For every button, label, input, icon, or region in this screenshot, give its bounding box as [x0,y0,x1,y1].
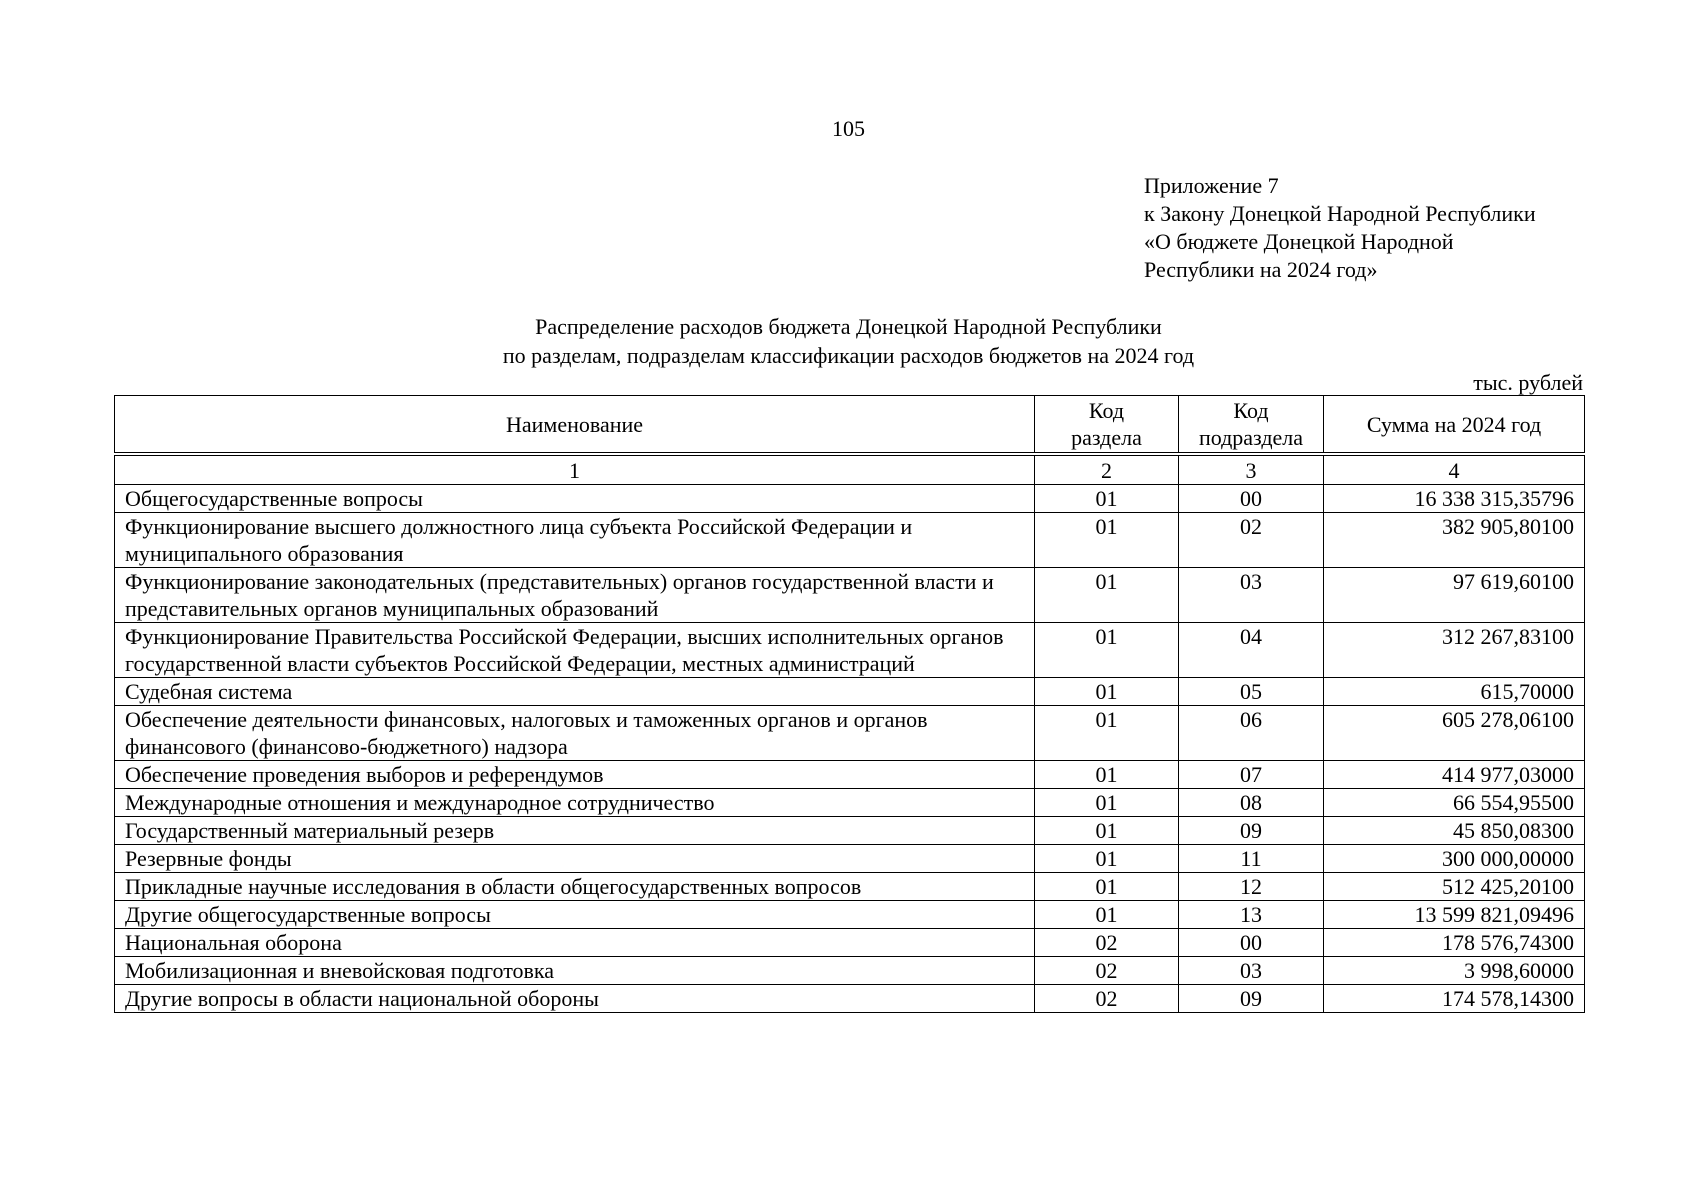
cell-sum: 174 578,14300 [1324,985,1585,1013]
cell-section-code: 01 [1035,845,1179,873]
cell-name: Резервные фонды [115,845,1035,873]
header-subsection-code-line: Код [1233,398,1269,423]
document-title [0,312,1697,370]
table-row [115,568,1585,623]
cell-sum: 615,70000 [1324,678,1585,706]
cell-section-code: 01 [1035,485,1179,513]
units-label: тыс. рублей [1473,370,1583,395]
appendix-line: Приложение 7 [1144,173,1279,198]
cell-section-code: 02 [1035,957,1179,985]
cell-name: Функционирование законодательных (представительных) органов государственной власти и представительных органов муниципальных образований [115,568,1035,623]
table-row [115,623,1585,678]
cell-subsection-code: 11 [1179,845,1324,873]
cell-subsection-code: 03 [1179,957,1324,985]
cell-subsection-code: 04 [1179,623,1324,678]
cell-subsection-code: 12 [1179,873,1324,901]
table-row [115,957,1585,985]
cell-name: Международные отношения и международное сотрудничество [115,789,1035,817]
cell-name: Судебная система [115,678,1035,706]
table-row [115,706,1585,761]
table-row [115,817,1585,845]
cell-name: Прикладные научные исследования в области общегосударственных вопросов [115,873,1035,901]
cell-sum: 382 905,80100 [1324,513,1585,568]
budget-table [114,395,1585,1013]
cell-name: Обеспечение деятельности финансовых, налоговых и таможенных органов и органов финансового (финансово-бюджетного) надзора [115,706,1035,761]
cell-section-code: 01 [1035,623,1179,678]
cell-sum: 66 554,95500 [1324,789,1585,817]
cell-subsection-code: 00 [1179,485,1324,513]
header-subsection-code [1179,396,1324,453]
table-row [115,678,1585,706]
header-name: Наименование [115,396,1035,453]
cell-subsection-code: 02 [1179,513,1324,568]
column-number-row [115,456,1585,485]
cell-sum: 3 998,60000 [1324,957,1585,985]
header-sum: Сумма на 2024 год [1324,396,1585,453]
cell-section-code: 01 [1035,706,1179,761]
header-subsection-code-line: подраздела [1198,425,1304,450]
cell-name: Государственный материальный резерв [115,817,1035,845]
cell-name: Общегосударственные вопросы [115,485,1035,513]
cell-subsection-code: 06 [1179,706,1324,761]
table-row [115,513,1585,568]
cell-section-code: 01 [1035,678,1179,706]
title-line: по разделам, подразделам классификации расходов бюджетов на 2024 год [502,343,1195,368]
cell-subsection-code: 09 [1179,985,1324,1013]
cell-name: Другие общегосударственные вопросы [115,901,1035,929]
cell-section-code: 01 [1035,817,1179,845]
cell-subsection-code: 03 [1179,568,1324,623]
cell-sum: 178 576,74300 [1324,929,1585,957]
cell-name: Мобилизационная и вневойсковая подготовка [115,957,1035,985]
cell-name: Функционирование Правительства Российской Федерации, высших исполнительных органов государственной власти субъектов Российской Федерации, местных администраций [115,623,1035,678]
cell-sum: 414 977,03000 [1324,761,1585,789]
table-row [115,485,1585,513]
table-header-row [115,396,1585,453]
cell-name: Функционирование высшего должностного лица субъекта Российской Федерации и муниципального образования [115,513,1035,568]
table-row [115,901,1585,929]
table-row [115,929,1585,957]
column-number: 2 [1035,456,1179,485]
cell-sum: 512 425,20100 [1324,873,1585,901]
header-section-code-line: раздела [1071,425,1142,450]
cell-name: Другие вопросы в области национальной обороны [115,985,1035,1013]
cell-sum: 300 000,00000 [1324,845,1585,873]
cell-section-code: 01 [1035,761,1179,789]
cell-sum: 13 599 821,09496 [1324,901,1585,929]
appendix-line: «О бюджете Донецкой Народной [1144,229,1454,254]
cell-subsection-code: 07 [1179,761,1324,789]
title-line: Распределение расходов бюджета Донецкой Народной Республики [535,314,1162,339]
cell-sum: 16 338 315,35796 [1324,485,1585,513]
cell-subsection-code: 05 [1179,678,1324,706]
cell-section-code: 01 [1035,901,1179,929]
cell-section-code: 02 [1035,929,1179,957]
header-section-code [1035,396,1179,453]
cell-subsection-code: 09 [1179,817,1324,845]
header-section-code-line: Код [1088,398,1125,423]
cell-sum: 97 619,60100 [1324,568,1585,623]
cell-subsection-code: 13 [1179,901,1324,929]
column-number: 4 [1324,456,1585,485]
table-row [115,985,1585,1013]
table-row [115,789,1585,817]
page-number: 105 [832,116,865,141]
cell-subsection-code: 00 [1179,929,1324,957]
cell-name: Обеспечение проведения выборов и референдумов [115,761,1035,789]
cell-sum: 45 850,08300 [1324,817,1585,845]
cell-sum: 312 267,83100 [1324,623,1585,678]
cell-sum: 605 278,06100 [1324,706,1585,761]
cell-section-code: 01 [1035,513,1179,568]
cell-section-code: 01 [1035,568,1179,623]
cell-section-code: 02 [1035,985,1179,1013]
column-number: 1 [115,456,1035,485]
appendix-line: к Закону Донецкой Народной Республики [1144,201,1536,226]
cell-section-code: 01 [1035,789,1179,817]
column-number: 3 [1179,456,1324,485]
cell-section-code: 01 [1035,873,1179,901]
appendix-line: Республики на 2024 год» [1144,257,1378,282]
cell-name: Национальная оборона [115,929,1035,957]
table-row [115,845,1585,873]
table-row [115,873,1585,901]
appendix-block [1144,172,1536,284]
table-row [115,761,1585,789]
cell-subsection-code: 08 [1179,789,1324,817]
